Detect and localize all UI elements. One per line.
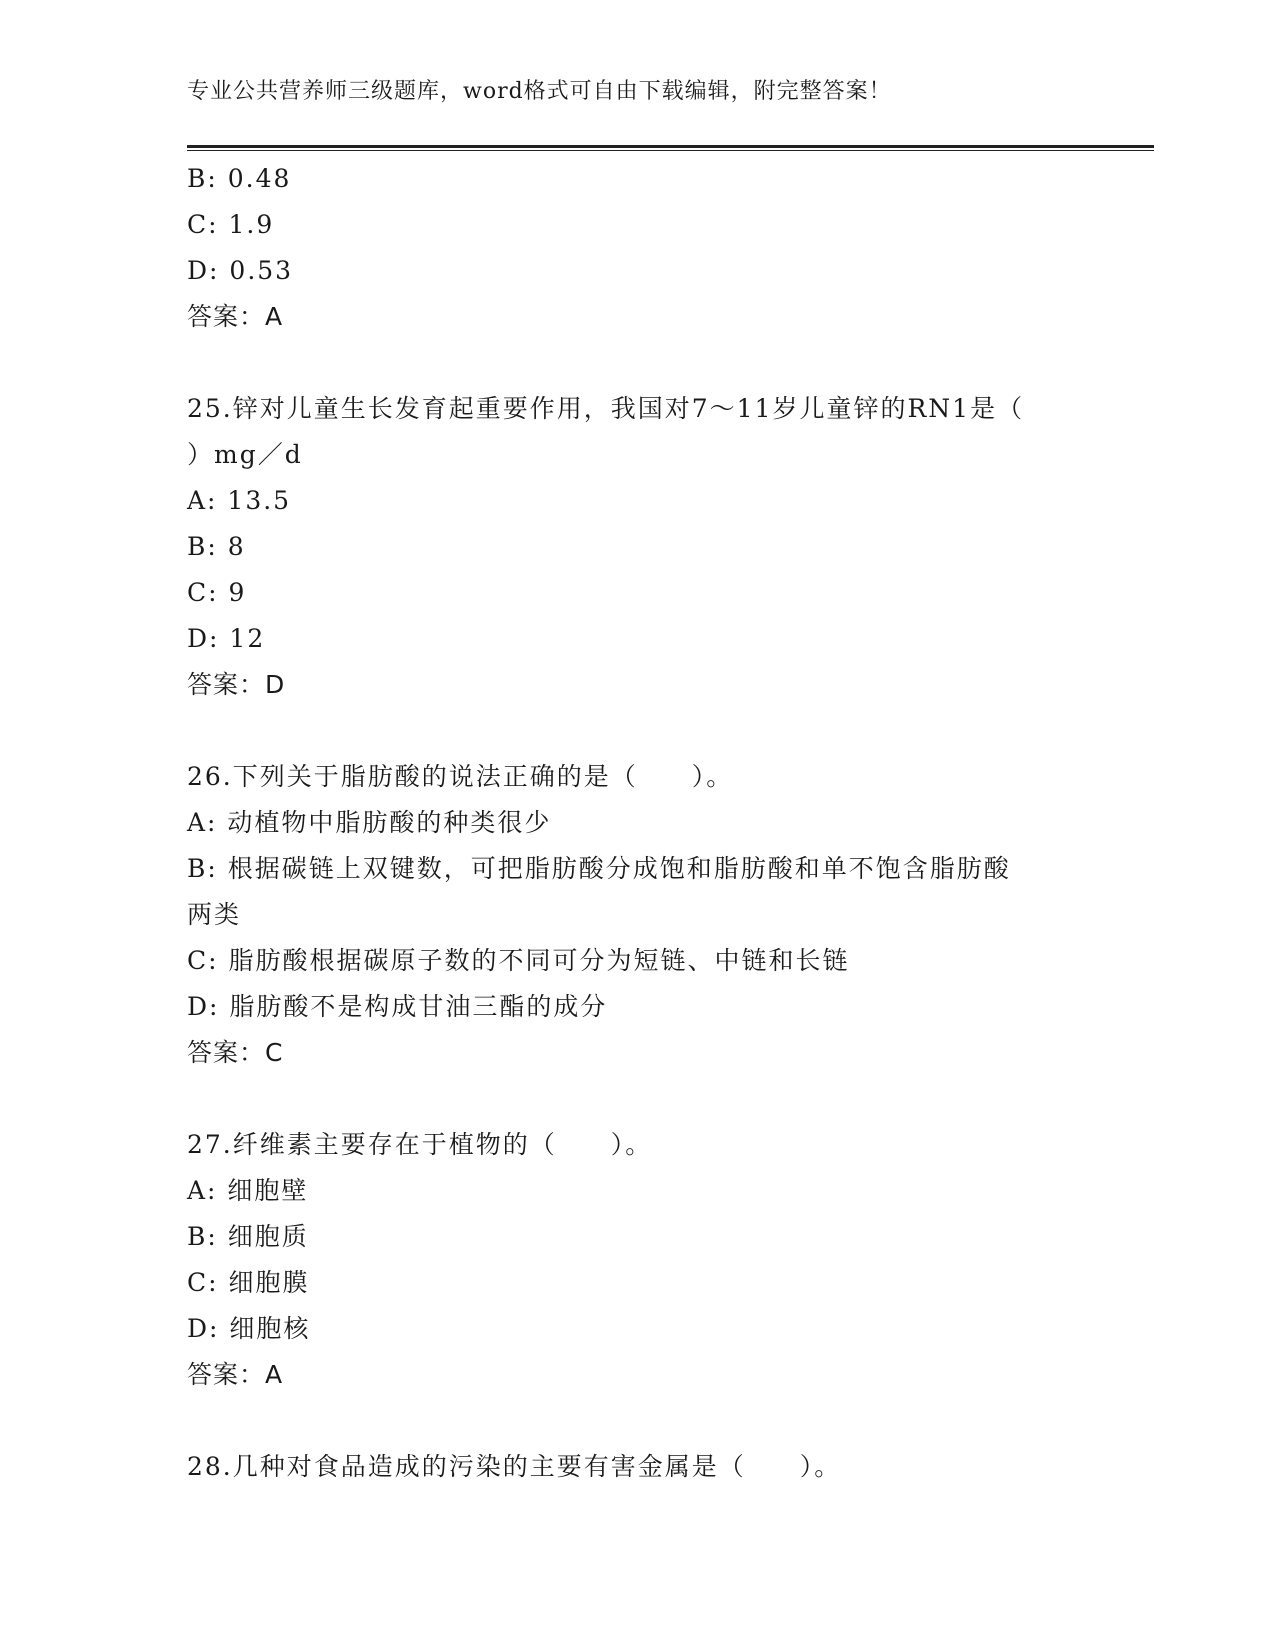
- q26-option-c: C: 脂肪酸根据碳原子数的不同可分为短链、中链和长链: [187, 946, 850, 975]
- q24-option-c: C: 1.9: [187, 210, 275, 239]
- q26-option-b-line2: 两类: [187, 900, 242, 929]
- spacer: [187, 1076, 1087, 1122]
- q28-stem: 28.几种对食品造成的污染的主要有害金属是（ ）。: [187, 1452, 842, 1481]
- q25-option-c: C: 9: [187, 578, 247, 607]
- q27-stem: 27.纤维素主要存在于植物的（ ）。: [187, 1130, 653, 1159]
- spacer: [187, 340, 1087, 386]
- q27-answer: 答案：A: [187, 1360, 284, 1389]
- q27-option-c: C: 细胞膜: [187, 1268, 310, 1297]
- q24-answer: 答案：A: [187, 302, 284, 331]
- q25-stem-line2: ）mg／d: [187, 440, 303, 469]
- question-content: [187, 156, 1087, 1490]
- spacer: [187, 708, 1087, 754]
- q24-option-b: B: 0.48: [187, 164, 292, 193]
- q25-answer: 答案：D: [187, 670, 286, 699]
- q27-option-b: B: 细胞质: [187, 1222, 309, 1251]
- q27-option-d: D: 细胞核: [187, 1314, 311, 1343]
- q25-option-d: D: 12: [187, 624, 266, 653]
- q26-answer: 答案：C: [187, 1038, 284, 1067]
- q26-option-a: A: 动植物中脂肪酸的种类很少: [187, 808, 552, 837]
- header-divider: [187, 145, 1154, 151]
- spacer: [187, 1398, 1087, 1444]
- q26-stem: 26.下列关于脂肪酸的说法正确的是（ ）。: [187, 762, 734, 791]
- q25-option-a: A: 13.5: [187, 486, 292, 515]
- q26-option-d: D: 脂肪酸不是构成甘油三酯的成分: [187, 992, 608, 1021]
- q25-stem-line1: 25.锌对儿童生长发育起重要作用，我国对7～11岁儿童锌的RN1是（: [187, 394, 1025, 423]
- page-header: 专业公共营养师三级题库，word格式可自由下载编辑，附完整答案！: [187, 79, 892, 104]
- q26-option-b-line1: B: 根据碳链上双键数，可把脂肪酸分成饱和脂肪酸和单不饱含脂肪酸: [187, 854, 1011, 883]
- q24-option-d: D: 0.53: [187, 256, 294, 285]
- q27-option-a: A: 细胞壁: [187, 1176, 309, 1205]
- q25-option-b: B: 8: [187, 532, 246, 561]
